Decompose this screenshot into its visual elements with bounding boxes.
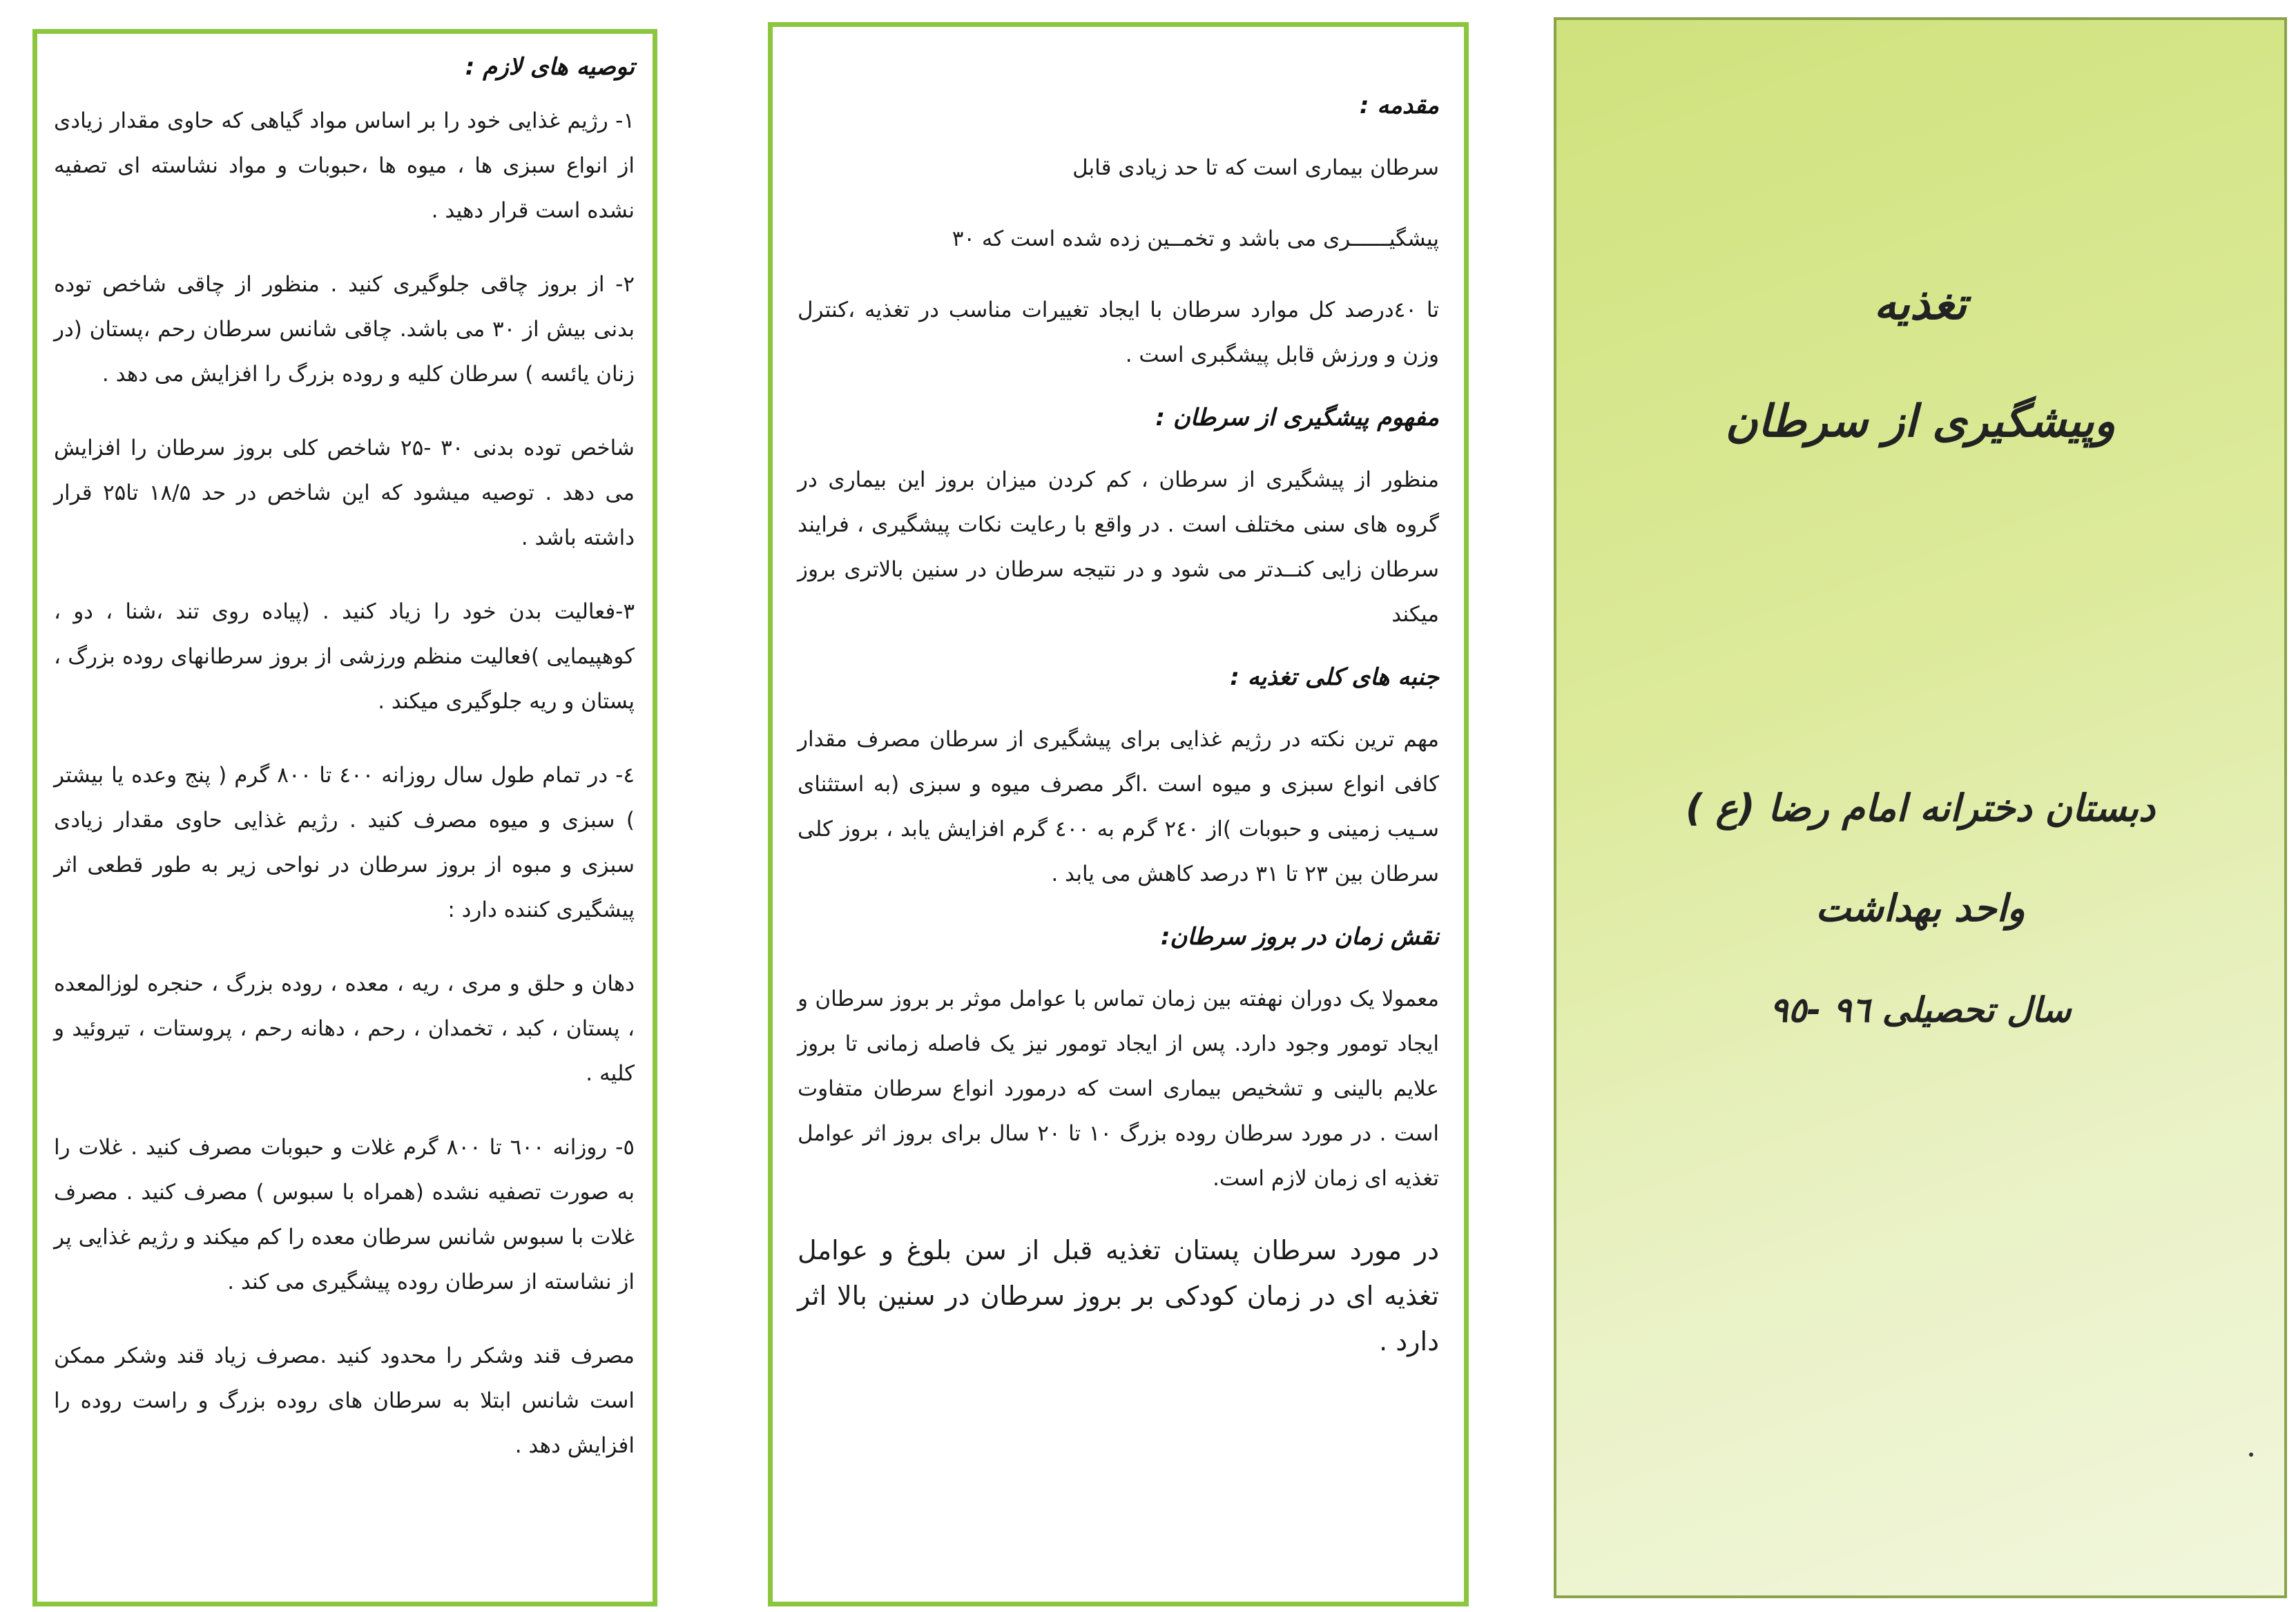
recommendation-paragraph: مصرف قند وشکر را محدود کنید .مصرف زیاد قند وشکر ممکن است شانس ابتلا به سرطان های روده بزرگ و راست روده را افزایش دهد . xyxy=(54,1343,635,1458)
prevention-paragraph: منظور از پیشگیری از سرطان ، کم کردن میزان بروز این بیماری در گروه های سنی مختلف است . در واقع با رعایت نکات پیشگیری ، فرایند سرطان زایی کنــدتر می شود و در نتیجه سرطان در سنین بالاتری بروز میکند xyxy=(798,467,1439,627)
recommendation-paragraph: دهان و حلق و مری ، ریه ، معده ، روده بزرگ ، حنجره لوزالمعده ، پستان ، کبد ، تخمدان ، رحم ، دهانه رحم ، پروستات ، تیروئید و کلیه . xyxy=(54,971,635,1086)
recommendation-paragraph: ٤- در تمام طول سال روزانه ٤٠٠ تا ٨٠٠ گرم ( پنج وعده یا بیشتر ) سبزی و میوه مصرف کنید . رژیم غذایی حاوی مقدار زیادی سبزی و مبوه از بروز سرطان در نواحی زیر به طور قطعی اثر پیشگیری کننده دارد : xyxy=(54,763,635,922)
recommendations-panel xyxy=(32,29,657,1606)
intro-paragraph: پیشگیــــــری می باشد و تخمــین زده شده است که ۳۰ xyxy=(952,226,1439,251)
recommendations-heading: توصیه های لازم : xyxy=(465,53,635,81)
recommendation-paragraph: ٥- روزانه ٦٠٠ تا ٨٠٠ گرم غلات و حبوبات مصرف کنید . غلات را به صورت تصفیه نشده (همراه با سبوس ) مصرف کنید . مصرف غلات با سبوس شانس سرطان معده را کم میکند و رژیم غذایی پر از نشاسته از سرطان روده پیشگیری می کند . xyxy=(54,1135,635,1294)
decorative-dot xyxy=(2249,1453,2253,1457)
unit-name: واحد بهداشت xyxy=(1815,886,2025,930)
school-name: دبستان دخترانه امام رضا (ع ) xyxy=(1686,786,2155,830)
academic-year: سال تحصیلی ۹٦ -۹٥ xyxy=(1769,990,2072,1030)
intro-panel xyxy=(768,22,1469,1606)
prevention-heading: مفهوم پیشگیری از سرطان : xyxy=(1155,404,1439,431)
cover-subtitle: وپیشگیری از سرطان xyxy=(1725,396,2116,447)
cover-title: تغذیه xyxy=(1873,279,1967,330)
cover-panel xyxy=(1554,17,2287,1598)
intro-heading: مقدمه : xyxy=(1359,92,1439,119)
intro-paragraph: تا ٤٠درصد کل موارد سرطان با ایجاد تغییرات مناسب در تغذیه ،کنترل وزن و ورزش قابل پیشگبری است . xyxy=(798,298,1439,367)
nutrition-heading: جنبه های کلی تغذیه : xyxy=(1230,663,1439,691)
nutrition-paragraph: مهم ترین نکته در رژیم غذایی برای پیشگیری از سرطان مصرف مقدار کافی انواع سبزی و میوه است .اگر مصرف میوه و سبزی (به استثنای سـیب زمینی و حبوبات )از ۲٤٠ گرم به ٤٠٠ گرم افزایش یابد ، بروز کلی سرطان بین ۲۳ تا ۳۱ درصد کاهش می یابد . xyxy=(798,727,1439,886)
time-role-heading: نقش زمان در بروز سرطان: xyxy=(1160,923,1439,951)
recommendation-paragraph: شاخص توده بدنی ۳۰ -۲۵ شاخص کلی بروز سرطان را افزایش می دهد . توصیه میشود که این شاخص در حد ۱۸/۵ تا۲۵ قرار داشته باشد . xyxy=(54,436,635,550)
recommendation-paragraph: ۳-فعالیت بدن خود را زیاد کنید . (پیاده روی تند ،شنا ، دو ، کوهپیمایی )فعالیت منظم ورزشی از بروز سرطانهای روده بزرگ ، پستان و ریه جلوگیری میکند . xyxy=(54,599,635,714)
breast-cancer-paragraph: در مورد سرطان پستان تغذیه قبل از سن بلوغ و عوامل تغذیه ای در زمان کودکی بر بروز سرطان در سنین بالا اثر دارد . xyxy=(798,1235,1439,1357)
recommendation-paragraph: ۲- از بروز چاقی جلوگیری کنید . منظور از چاقی شاخص توده بدنی بیش از ۳۰ می باشد. چاقی شانس سرطان رحم ،پستان (در زنان یائسه ) سرطان کلیه و روده بزرگ را افزایش می دهد . xyxy=(54,272,635,387)
recommendation-paragraph: ۱- رژیم غذایی خود را بر اساس مواد گیاهی که حاوی مقدار زیادی از انواع سبزی ها ، میوه ها ،حبوبات و مواد نشاسته ای تصفیه نشده است قرار دهید . xyxy=(54,108,635,223)
time-role-paragraph: معمولا یک دوران نهفته بین زمان تماس با عوامل موثر بر بروز سرطان و ایجاد تومور وجود دارد. پس از ایجاد تومور نیز یک فاصله زمانی تا بروز علایم بالینی و تشخیص بیماری است که درمورد انواع سرطان متفاوت است . در مورد سرطان روده بزرگ ۱۰ تا ۲۰ سال برای بروز اثر عوامل تغذیه ای زمان لازم است. xyxy=(798,987,1439,1191)
intro-paragraph: سرطان بیماری است که تا حد زیادی قابل xyxy=(1072,155,1439,180)
